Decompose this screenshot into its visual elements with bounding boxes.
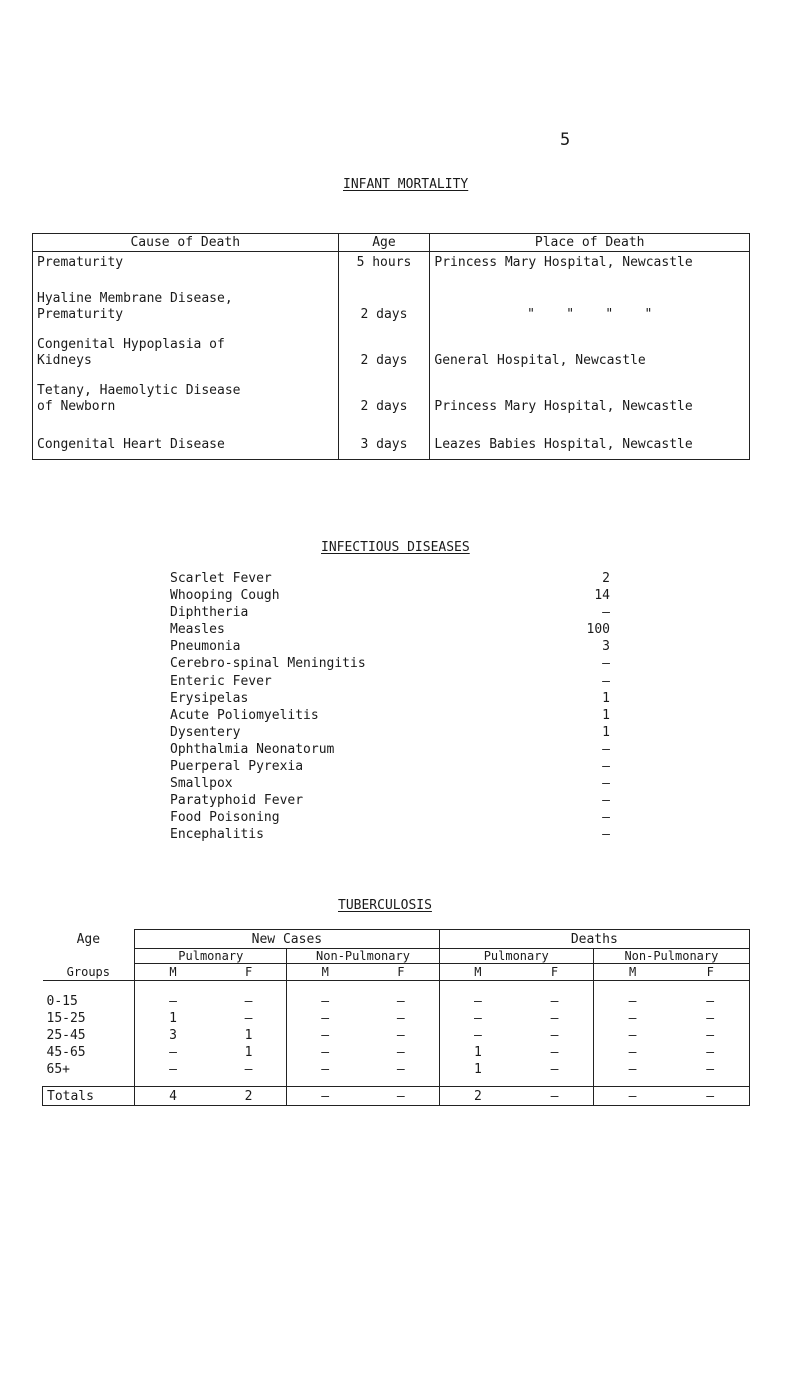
disease-count: – bbox=[602, 673, 610, 689]
value-cell: – bbox=[671, 1044, 749, 1061]
value-cell: – bbox=[516, 1010, 593, 1027]
m-header: M bbox=[135, 964, 211, 981]
table-row bbox=[43, 1010, 750, 1027]
infectious-diseases-list bbox=[170, 570, 610, 844]
age-group: 25-45 bbox=[46, 1028, 86, 1043]
cause-text: of Newborn bbox=[37, 399, 116, 414]
list-item bbox=[170, 673, 610, 690]
totals-row bbox=[43, 1087, 750, 1106]
table-row bbox=[33, 415, 750, 460]
list-item bbox=[170, 741, 610, 758]
list-item bbox=[170, 775, 610, 792]
value-cell: – bbox=[628, 1062, 637, 1077]
m-header: M bbox=[439, 964, 516, 981]
disease-count: 1 bbox=[602, 690, 610, 706]
disease-name: Whooping Cough bbox=[170, 588, 280, 604]
value-cell: 1 bbox=[473, 1062, 482, 1077]
infectious-diseases-title: INFECTIOUS DISEASES bbox=[321, 540, 470, 555]
disease-count: – bbox=[602, 605, 610, 621]
value-cell: 1 bbox=[473, 1045, 482, 1060]
page-number: 5 bbox=[560, 130, 571, 150]
age-group: 0-15 bbox=[46, 994, 78, 1009]
total-cell: – bbox=[671, 1087, 749, 1106]
disease-name: Acute Poliomyelitis bbox=[170, 707, 319, 723]
cause-text: Hyaline Membrane Disease, bbox=[37, 291, 233, 306]
place-cell: Princess Mary Hospital, Newcastle bbox=[430, 369, 750, 415]
disease-name: Puerperal Pyrexia bbox=[170, 759, 304, 775]
cause-text: Kidneys bbox=[37, 353, 92, 368]
age-group: 45-65 bbox=[46, 1045, 86, 1060]
disease-count: 1 bbox=[602, 707, 610, 723]
header-age: Age bbox=[338, 234, 430, 252]
new-pulmonary-header: Pulmonary bbox=[135, 949, 287, 964]
list-item bbox=[170, 570, 610, 587]
value-cell: 1 bbox=[211, 1044, 287, 1061]
value-cell: – bbox=[321, 1011, 330, 1026]
value-cell: – bbox=[628, 994, 637, 1009]
value-cell: – bbox=[363, 981, 439, 1011]
value-cell: 1 bbox=[135, 1010, 211, 1027]
cause-text: Congenital Hypoplasia of bbox=[37, 337, 225, 352]
m-header: M bbox=[593, 964, 671, 981]
disease-name: Diphtheria bbox=[170, 605, 249, 621]
tb-header-row bbox=[43, 949, 750, 964]
disease-count: 1 bbox=[602, 724, 610, 740]
list-item bbox=[170, 758, 610, 775]
place-cell: General Hospital, Newcastle bbox=[430, 323, 750, 369]
list-item bbox=[170, 792, 610, 809]
value-cell: – bbox=[473, 1011, 482, 1026]
tb-header-row bbox=[43, 930, 750, 949]
total-cell: 2 bbox=[211, 1087, 287, 1106]
value-cell: – bbox=[363, 1010, 439, 1027]
disease-name: Enteric Fever bbox=[170, 673, 272, 689]
tuberculosis-table bbox=[42, 929, 750, 1106]
value-cell: – bbox=[671, 1061, 749, 1087]
cause-text: Tetany, Haemolytic Disease bbox=[37, 383, 241, 398]
cause-cell bbox=[33, 415, 339, 460]
value-cell: – bbox=[671, 1010, 749, 1027]
total-cell: – bbox=[287, 1087, 363, 1106]
list-item bbox=[170, 604, 610, 621]
tuberculosis-title: TUBERCULOSIS bbox=[338, 898, 432, 913]
disease-count: – bbox=[602, 656, 610, 672]
place-cell bbox=[430, 277, 750, 323]
death-non-pulmonary-header: Non-Pulmonary bbox=[593, 949, 749, 964]
cause-cell bbox=[33, 369, 339, 415]
new-cases-header: New Cases bbox=[135, 930, 439, 949]
cause-text: Prematurity bbox=[37, 307, 124, 322]
age-cell: 2 days bbox=[338, 277, 430, 323]
table-row bbox=[43, 1044, 750, 1061]
value-cell: – bbox=[211, 1010, 287, 1027]
list-item bbox=[170, 724, 610, 741]
table-row bbox=[33, 369, 750, 415]
value-cell: – bbox=[516, 1027, 593, 1044]
disease-count: – bbox=[602, 741, 610, 757]
infant-mortality-title: INFANT MORTALITY bbox=[343, 177, 469, 192]
disease-name: Measles bbox=[170, 622, 225, 638]
infant-mortality-table bbox=[32, 233, 750, 460]
value-cell: – bbox=[211, 1061, 287, 1087]
total-cell: 2 bbox=[439, 1087, 516, 1106]
age-group: 15-25 bbox=[46, 1011, 86, 1026]
list-item bbox=[170, 809, 610, 826]
value-cell: – bbox=[321, 994, 330, 1009]
value-cell: – bbox=[135, 1044, 211, 1061]
f-header: F bbox=[363, 964, 439, 981]
total-cell: – bbox=[516, 1087, 593, 1106]
table-row bbox=[33, 323, 750, 369]
deaths-header: Deaths bbox=[439, 930, 749, 949]
value-cell: – bbox=[671, 1027, 749, 1044]
value-cell: – bbox=[516, 1044, 593, 1061]
value-cell: – bbox=[628, 1011, 637, 1026]
value-cell: – bbox=[363, 1061, 439, 1087]
value-cell: 1 bbox=[211, 1027, 287, 1044]
disease-name: Food Poisoning bbox=[170, 810, 280, 826]
value-cell: – bbox=[135, 1061, 211, 1087]
disease-name: Encephalitis bbox=[170, 827, 264, 843]
list-item bbox=[170, 690, 610, 707]
age-cell: 5 hours bbox=[338, 252, 430, 278]
disease-name: Erysipelas bbox=[170, 690, 249, 706]
disease-name: Cerebro-spinal Meningitis bbox=[170, 656, 366, 672]
value-cell: – bbox=[211, 981, 287, 1011]
disease-count: 2 bbox=[602, 571, 610, 586]
new-non-pulmonary-header: Non-Pulmonary bbox=[287, 949, 439, 964]
disease-count: – bbox=[602, 810, 610, 826]
disease-name: Paratyphoid Fever bbox=[170, 793, 304, 809]
place-cell: Leazes Babies Hospital, Newcastle bbox=[430, 415, 750, 460]
value-cell: – bbox=[473, 1028, 482, 1043]
value-cell: – bbox=[363, 1044, 439, 1061]
disease-name: Smallpox bbox=[170, 776, 233, 792]
disease-name: Pneumonia bbox=[170, 639, 241, 655]
table-row bbox=[43, 981, 750, 1011]
disease-count: – bbox=[602, 759, 610, 775]
value-cell: – bbox=[671, 981, 749, 1011]
table-row bbox=[33, 277, 750, 323]
cause-cell bbox=[33, 252, 339, 278]
cause-text: Congenital Heart Disease bbox=[37, 437, 225, 452]
header-cause: Cause of Death bbox=[33, 234, 339, 252]
total-cell: – bbox=[593, 1087, 671, 1106]
value-cell: – bbox=[321, 1045, 330, 1060]
disease-name: Scarlet Fever bbox=[170, 571, 272, 586]
disease-count: – bbox=[602, 827, 610, 843]
cause-text: Prematurity bbox=[37, 255, 124, 270]
age-cell: 2 days bbox=[338, 323, 430, 369]
table-header-row bbox=[33, 234, 750, 252]
totals-label: Totals bbox=[43, 1087, 135, 1106]
age-cell: 2 days bbox=[338, 369, 430, 415]
cause-cell bbox=[33, 277, 339, 323]
value-cell: – bbox=[321, 1062, 330, 1077]
value-cell: – bbox=[628, 1045, 637, 1060]
list-item bbox=[170, 655, 610, 672]
value-cell: – bbox=[135, 981, 211, 1011]
disease-count: 14 bbox=[594, 588, 610, 604]
f-header: F bbox=[671, 964, 749, 981]
list-item bbox=[170, 621, 610, 638]
age-group: 65+ bbox=[46, 1062, 70, 1077]
value-cell: – bbox=[628, 1028, 637, 1043]
place-cell: Princess Mary Hospital, Newcastle bbox=[430, 252, 750, 278]
list-item bbox=[170, 707, 610, 724]
total-cell: 4 bbox=[135, 1087, 211, 1106]
disease-count: 3 bbox=[602, 639, 610, 655]
list-item bbox=[170, 638, 610, 655]
disease-count: 100 bbox=[586, 622, 610, 638]
disease-count: – bbox=[602, 776, 610, 792]
disease-name: Dysentery bbox=[170, 724, 241, 740]
table-row bbox=[43, 1061, 750, 1087]
age-header: Age bbox=[76, 931, 101, 947]
disease-name: Ophthalmia Neonatorum bbox=[170, 741, 335, 757]
age-cell: 3 days bbox=[338, 415, 430, 460]
header-place: Place of Death bbox=[430, 234, 750, 252]
total-cell: – bbox=[363, 1087, 439, 1106]
m-header: M bbox=[287, 964, 363, 981]
age-header-spacer bbox=[43, 949, 135, 964]
f-header: F bbox=[516, 964, 593, 981]
f-header: F bbox=[211, 964, 287, 981]
ditto-marks: " " " " bbox=[527, 307, 653, 322]
groups-header: Groups bbox=[43, 964, 135, 981]
cause-cell bbox=[33, 323, 339, 369]
value-cell: – bbox=[363, 1027, 439, 1044]
list-item bbox=[170, 587, 610, 604]
value-cell: 3 bbox=[135, 1027, 211, 1044]
death-pulmonary-header: Pulmonary bbox=[439, 949, 593, 964]
tb-header-row bbox=[43, 964, 750, 981]
table-row bbox=[43, 1027, 750, 1044]
list-item bbox=[170, 826, 610, 843]
disease-count: – bbox=[602, 793, 610, 809]
value-cell: – bbox=[516, 981, 593, 1011]
value-cell: – bbox=[516, 1061, 593, 1087]
value-cell: – bbox=[321, 1028, 330, 1043]
table-row bbox=[33, 252, 750, 278]
value-cell: – bbox=[473, 994, 482, 1009]
